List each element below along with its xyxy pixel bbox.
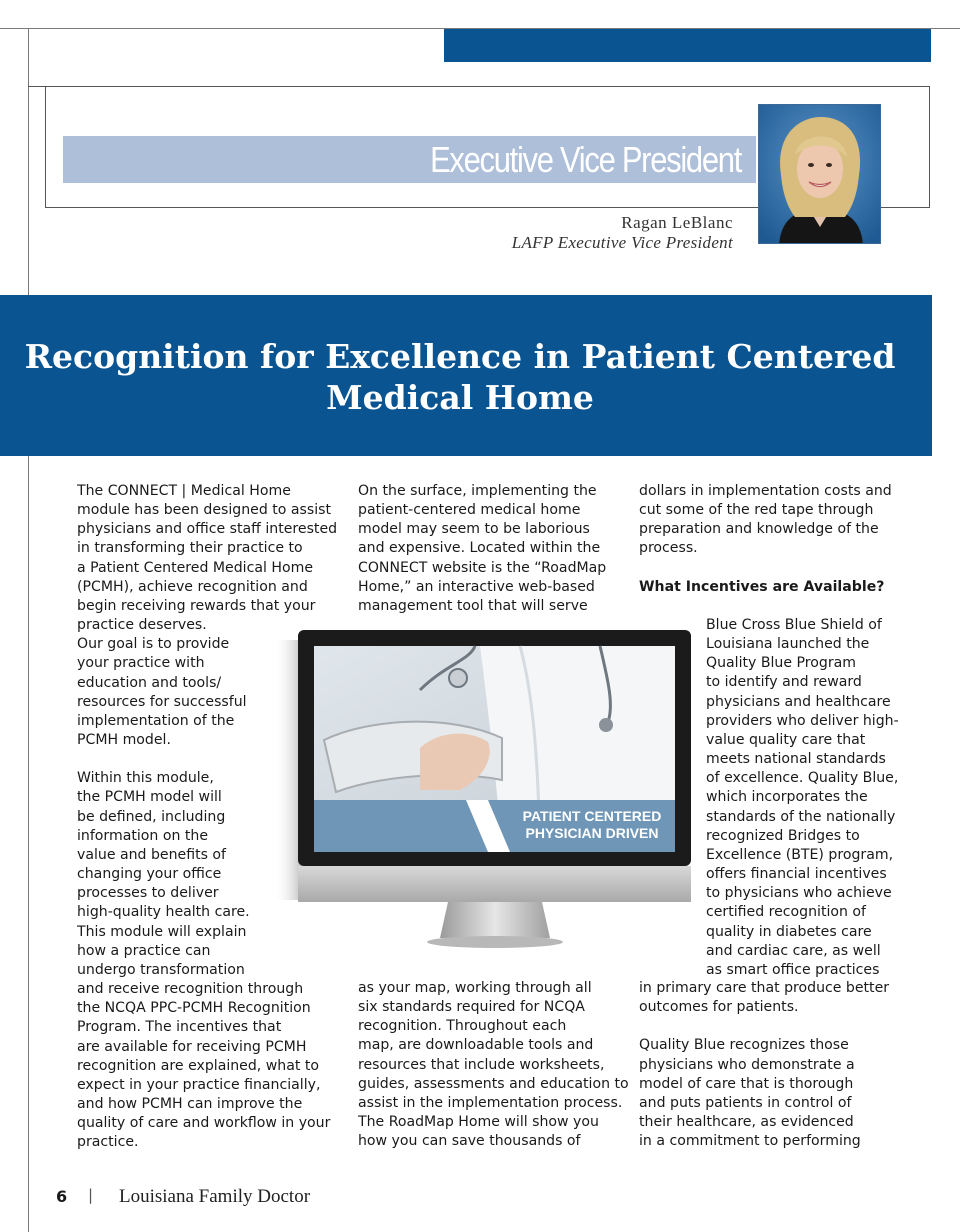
text-line: management tool that will serve bbox=[358, 597, 588, 614]
text-line: value and benefits of bbox=[77, 846, 227, 863]
text-line: physicians and office staff interested bbox=[77, 521, 338, 538]
text-line: model may seem to be laborious bbox=[358, 521, 590, 538]
column-2-bottom bbox=[358, 979, 629, 1151]
text-line: standards of the nationally bbox=[706, 808, 896, 825]
text-line: Blue Cross Blue Shield of bbox=[706, 617, 882, 633]
text-line: and cardiac care, as well bbox=[706, 942, 881, 959]
text-line: education and tools/ bbox=[77, 674, 222, 691]
text-line: their healthcare, as evidenced bbox=[639, 1114, 854, 1131]
text-line: resources that include worksheets, bbox=[358, 1056, 605, 1073]
text-line: dollars in implementation costs and bbox=[639, 483, 892, 499]
text-line: your practice with bbox=[77, 655, 205, 672]
text-line: which incorporates the bbox=[706, 789, 868, 806]
text-line: as your map, working through all bbox=[358, 980, 592, 996]
text-line: information on the bbox=[77, 827, 208, 844]
text-line: Within this module, bbox=[77, 770, 214, 787]
article-title-line-1: Recognition for Excellence in Patient Centered bbox=[24, 337, 896, 376]
text-line: processes to deliver bbox=[77, 885, 219, 902]
publication-name: Louisiana Family Doctor bbox=[119, 1186, 311, 1207]
paragraph-gap bbox=[639, 1017, 889, 1036]
text-line: how a practice can bbox=[77, 942, 211, 959]
text-line: model of care that is thorough bbox=[639, 1075, 854, 1092]
text-line: as smart office practices bbox=[706, 961, 880, 978]
text-line: outcomes for patients. bbox=[639, 999, 799, 1016]
section-label: Executive Vice President bbox=[430, 139, 741, 180]
text-line: to physicians who achieve bbox=[706, 885, 892, 902]
text-line: in transforming their practice to bbox=[77, 540, 303, 557]
text-line: recognition are explained, what to bbox=[77, 1057, 320, 1074]
text-line: cut some of the red tape through bbox=[639, 502, 874, 519]
author-title: LAFP Executive Vice President bbox=[511, 233, 733, 252]
text-line: The RoadMap Home will show you bbox=[358, 1114, 599, 1131]
column-3-top bbox=[639, 482, 892, 559]
text-line: Louisiana launched the bbox=[706, 636, 870, 653]
screen-line-1: PATIENT CENTERED bbox=[522, 808, 662, 824]
author-photo bbox=[758, 104, 881, 244]
text-line: quality of care and workflow in your bbox=[77, 1115, 331, 1132]
text-line: assist in the implementation process. bbox=[358, 1094, 623, 1111]
left-rule bbox=[28, 28, 29, 1232]
text-line: recognition. Throughout each bbox=[358, 1018, 567, 1035]
screen-line-2: PHYSICIAN DRIVEN bbox=[525, 825, 659, 841]
text-line: in a commitment to performing bbox=[639, 1133, 861, 1150]
text-line: undergo transformation bbox=[77, 961, 245, 978]
article-title-line-2: Medical Home bbox=[326, 378, 594, 417]
text-line: physicians and healthcare bbox=[706, 693, 891, 710]
text-line: This module will explain bbox=[77, 923, 247, 940]
text-line: in primary care that produce better bbox=[639, 980, 890, 996]
text-line: changing your office bbox=[77, 866, 222, 883]
text-line: Home,” an interactive web-based bbox=[358, 578, 595, 595]
text-line: PCMH model. bbox=[77, 732, 171, 749]
column-2-top bbox=[358, 482, 606, 616]
text-line: of excellence. Quality Blue, bbox=[706, 770, 899, 787]
text-line: map, are downloadable tools and bbox=[358, 1037, 594, 1054]
text-line: Program. The incentives that bbox=[77, 1019, 282, 1036]
footer-separator: | bbox=[88, 1186, 94, 1204]
text-line: Quality Blue Program bbox=[706, 655, 856, 672]
column-3-bottom bbox=[639, 979, 889, 1151]
text-line: (PCMH), achieve recognition and bbox=[77, 578, 308, 595]
text-line: offers financial incentives bbox=[706, 866, 887, 883]
text-line: patient-centered medical home bbox=[358, 502, 581, 519]
text-line: a Patient Centered Medical Home bbox=[77, 559, 313, 576]
author-name: Ragan LeBlanc bbox=[621, 213, 733, 232]
text-line: expect in your practice financially, bbox=[77, 1076, 321, 1093]
text-line: process. bbox=[639, 540, 698, 557]
text-line: Our goal is to provide bbox=[77, 636, 230, 653]
text-line: practice deserves. bbox=[77, 617, 207, 634]
text-line: begin receiving rewards that your bbox=[77, 597, 316, 614]
monitor-figure bbox=[270, 630, 700, 960]
article-title bbox=[20, 336, 900, 418]
text-line: the PCMH model will bbox=[77, 789, 222, 806]
text-line: and expensive. Located within the bbox=[358, 540, 601, 557]
text-line: preparation and knowledge of the bbox=[639, 521, 879, 538]
text-line: to identify and reward bbox=[706, 674, 862, 691]
text-line: Quality Blue recognizes those bbox=[639, 1037, 849, 1054]
text-line: high-quality health care. bbox=[77, 904, 250, 921]
text-line: and receive recognition through bbox=[77, 981, 304, 998]
text-line: and puts patients in control of bbox=[639, 1094, 852, 1111]
text-line: and how PCMH can improve the bbox=[77, 1095, 303, 1112]
text-line: resources for successful bbox=[77, 693, 247, 710]
incentives-heading: What Incentives are Available? bbox=[639, 579, 885, 595]
top-accent-bar bbox=[444, 29, 931, 62]
text-line: On the surface, implementing the bbox=[358, 483, 597, 499]
text-line: recognized Bridges to bbox=[706, 827, 860, 844]
text-line: guides, assessments and education to bbox=[358, 1075, 629, 1092]
text-line: implementation of the bbox=[77, 712, 235, 729]
text-line: meets national standards bbox=[706, 751, 886, 768]
text-line: Excellence (BTE) program, bbox=[706, 846, 894, 863]
column-3-indented bbox=[706, 616, 899, 980]
header-tick bbox=[28, 86, 45, 87]
text-line: are available for receiving PCMH bbox=[77, 1038, 307, 1055]
text-line: be defined, including bbox=[77, 808, 226, 825]
text-line: quality in diabetes care bbox=[706, 923, 872, 940]
text-line: module has been designed to assist bbox=[77, 502, 331, 519]
text-line: six standards required for NCQA bbox=[358, 999, 585, 1016]
text-line: physicians who demonstrate a bbox=[639, 1056, 855, 1073]
text-line: The CONNECT | Medical Home bbox=[77, 483, 291, 499]
text-line: providers who deliver high- bbox=[706, 712, 899, 729]
page-number: 6 bbox=[56, 1187, 68, 1206]
text-line: CONNECT website is the “RoadMap bbox=[358, 559, 607, 576]
text-line: the NCQA PPC-PCMH Recognition bbox=[77, 1000, 311, 1017]
text-line: certified recognition of bbox=[706, 904, 867, 921]
text-line: how you can save thousands of bbox=[358, 1133, 581, 1150]
text-line: practice. bbox=[77, 1134, 139, 1151]
text-line: value quality care that bbox=[706, 731, 866, 748]
